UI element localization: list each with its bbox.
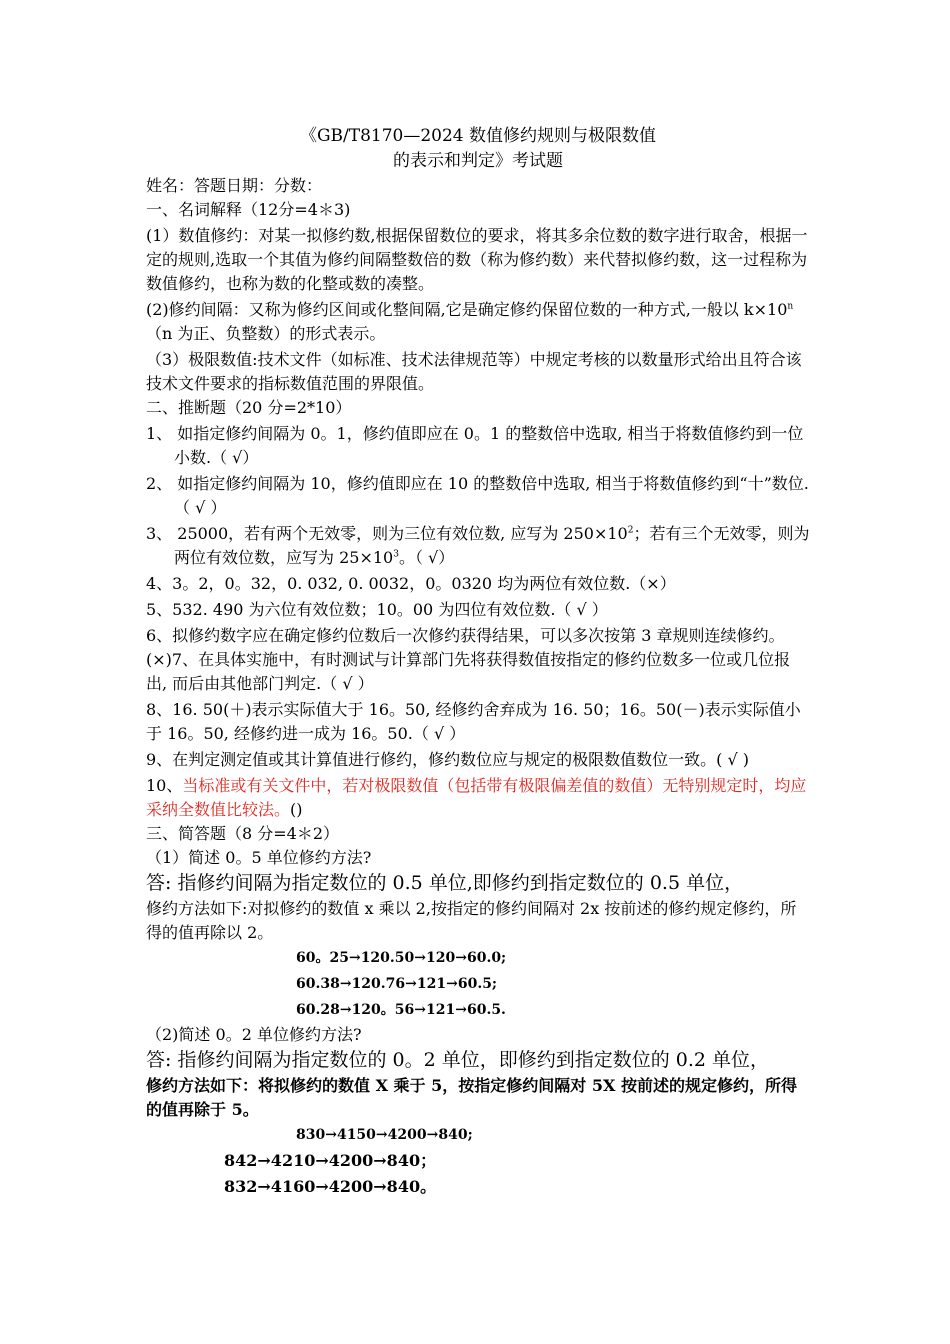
judgement-4: 4、3。2，0。32，0. 032, 0. 0032，0。0320 均为两位有效位数.（×） bbox=[146, 574, 676, 593]
info-line: 姓名：答题日期：分数： bbox=[146, 176, 323, 195]
title-line-1: 《GB/T8170—2024 数值修约规则与极限数值 bbox=[299, 126, 657, 146]
section3-heading: 三、简答题（8 分=4＊2） bbox=[146, 824, 340, 843]
judgement-3-text-b: ；若有三个无效零，则为两位有效位数，应写为 25×10 bbox=[174, 524, 810, 567]
example-3: 60.28→120。56→121→60.5. bbox=[296, 1002, 506, 1018]
section1-heading: 一、名词解释（12分=4＊3) bbox=[146, 200, 351, 219]
example-4: 830→4150→4200→840; bbox=[296, 1127, 473, 1143]
judgement-8: 8、16. 50(＋)表示实际值大于 16。50, 经修约舍弃成为 16. 50；16。50(－)表示实际值小于 16。50, 经修约进一成为 16。50.（ √ ） bbox=[146, 700, 801, 743]
judgement-3-text-c: 。（ √） bbox=[398, 548, 455, 567]
definition-2 bbox=[146, 298, 810, 346]
example-6: 832→4160→4200→840。 bbox=[224, 1177, 437, 1196]
judgement-3-text-a: 3、 25000，若有两个无效零，则为三位有效位数, 应写为 250×10 bbox=[146, 524, 628, 543]
example-5: 842→4210→4200→840； bbox=[224, 1151, 437, 1170]
short-question-1: （1）简述 0。5 单位修约方法? bbox=[146, 848, 372, 867]
judgement-2: 2、 如指定修约间隔为 10，修约值即应在 10 的整数倍中选取, 相当于将数值修约到“十”数位.（ √ ） bbox=[146, 474, 809, 517]
judgement-6-7: 6、拟修约数字应在确定修约位数后一次修约获得结果，可以多次按第 3 章规则连续修约。(×)7、在具体实施中，有时测试与计算部门先将获得数值按指定的修约位数多一位或几位报出, 而后由其他部门判定.（ √ ） bbox=[146, 626, 791, 693]
document-title bbox=[146, 124, 810, 174]
judgement-9: 9、在判定测定值或其计算值进行修约，修约数位应与规定的极限数值数位一致。( √ ) bbox=[146, 750, 750, 769]
example-1: 60。25→120.50→120→60.0; bbox=[296, 950, 507, 966]
judgement-3 bbox=[146, 522, 810, 570]
judgement-3-exponent-2: 3 bbox=[393, 549, 399, 560]
judgement-3-exponent-1: 2 bbox=[627, 525, 634, 536]
definition-2-exponent: n bbox=[787, 301, 794, 312]
answer-2-method: 修约方法如下：将拟修约的数值 X 乘于 5，按指定修约间隔对 5X 按前述的规定修约，所得的值再除于 5。 bbox=[146, 1076, 797, 1119]
example-2: 60.38→120.76→121→60.5; bbox=[296, 976, 498, 992]
short-question-2: （2)简述 0。2 单位修约方法? bbox=[146, 1025, 362, 1044]
definition-2-text-b: （n 为正、负整数）的形式表示。 bbox=[146, 324, 386, 343]
definition-2-text-a: (2)修约间隔：又称为修约区间或化整间隔,它是确定修约保留位数的一种方式,一般以 k×10 bbox=[146, 300, 788, 319]
definition-3: （3）极限数值:技术文件（如标准、技术法律规范等）中规定考核的以数量形式给出且符合该技术文件要求的指标数值范围的界限值。 bbox=[146, 350, 802, 393]
judgement-1: 1、 如指定修约间隔为 0。1，修约值即应在 0。1 的整数倍中选取, 相当于将数值修约到一位小数.（ √） bbox=[146, 424, 804, 467]
answer-1-method: 修约方法如下:对拟修约的数值 x 乘以 2,按指定的修约间隔对 2x 按前述的修约规定修约，所得的值再除以 2。 bbox=[146, 899, 797, 942]
judgement-10-prefix: 10、 bbox=[146, 776, 183, 795]
judgement-10-suffix: () bbox=[290, 800, 303, 819]
judgement-5: 5、532. 490 为六位有效位数；10。00 为四位有效位数.（ √ ） bbox=[146, 600, 608, 619]
definition-1: (1）数值修约：对某一拟修约数,根据保留数位的要求，将其多余位数的数字进行取舍，根据一定的规则,选取一个其值为修约间隔整数倍的数（称为修约数）来代替拟修约数，这一过程称为数值修约，也称为数的化整或数的凑整。 bbox=[146, 226, 808, 293]
section2-heading: 二、推断题（20 分=2*10） bbox=[146, 398, 352, 417]
judgement-10 bbox=[146, 774, 810, 822]
judgement-10-highlight: 当标准或有关文件中，若对极限数值（包括带有极限偏差值的数值）无特别规定时，均应采纳全数值比较法。 bbox=[146, 776, 807, 819]
answer-1-lead: 答: 指修约间隔为指定数位的 0.5 单位,即修约到指定数位的 0.5 单位， bbox=[146, 872, 744, 894]
exam-document bbox=[146, 124, 810, 1200]
title-line-2: 的表示和判定》考试题 bbox=[393, 151, 563, 171]
answer-2-lead: 答: 指修约间隔为指定数位的 0。2 单位，即修约到指定数位的 0.2 单位， bbox=[146, 1049, 769, 1071]
